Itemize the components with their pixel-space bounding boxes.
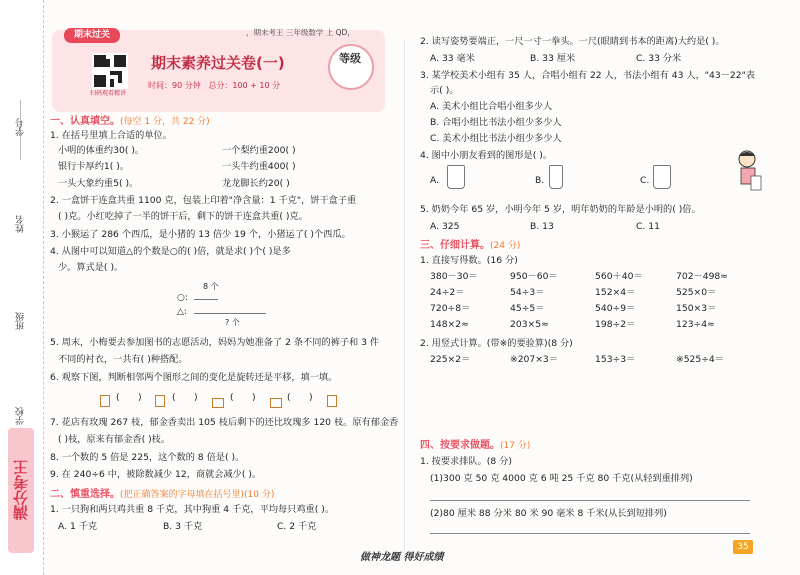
- school-label: 学校: [16, 407, 26, 425]
- calc-item: 950－60＝: [510, 271, 558, 282]
- s2-q1-option-c: C. 2 千克: [277, 521, 317, 532]
- answer-line-1[interactable]: [430, 500, 750, 501]
- calc-item: 45÷5＝: [510, 303, 545, 314]
- q4-top-label: 8 个: [203, 282, 219, 291]
- r-q2-option-a: A. 33 毫米: [430, 53, 475, 64]
- name-label: 姓名: [16, 215, 26, 233]
- time-text: 时间：90 分钟: [148, 81, 201, 90]
- section-4-title: [420, 440, 530, 452]
- class-label: 班级: [16, 312, 26, 330]
- r-q5-option-a: A. 325: [430, 221, 460, 232]
- section-2-hint: (把正确答案的字母填在括号里)(10 分): [120, 490, 275, 500]
- q2-line-2: ( )克。小红吃掉了一半的饼干后，剩下的饼干连盒共重( )克。: [58, 211, 308, 222]
- r-q4-option-c: C.: [640, 175, 650, 186]
- s2-q1-text: 1. 一只狗和两只鸡共重 8 千克，其中狗重 4 千克，平均每只鸡重( )。: [50, 504, 335, 515]
- section-3-text: 三、仔细计算。: [420, 240, 490, 251]
- q5-line-1: 5. 周末，小梅要去参加图书的志愿活动，妈妈为她准备了 2 条不同的裤子和 3 件: [50, 337, 380, 348]
- time-meta: [148, 80, 280, 91]
- vcalc-4: ※525÷4＝: [676, 354, 724, 365]
- q6-blank-2: ( ): [172, 392, 198, 403]
- calc-item: 702－498≈: [676, 271, 728, 282]
- q1-stem: 1. 在括号里填上合适的单位。: [50, 130, 172, 141]
- r-q3-option-a: A. 美术小组比合唱小组多少人: [430, 101, 553, 112]
- r-q2-option-b: B. 33 厘米: [530, 53, 576, 64]
- q6-blank-3: ( ): [230, 392, 256, 403]
- page-title: 期末素养过关卷(一): [151, 54, 285, 72]
- footer-slogan: 做神龙题 得好成绩: [360, 552, 444, 563]
- r-q4-option-b: B.: [535, 175, 545, 186]
- r-q3-line-1: 3. 某学校美术小组有 35 人，合唱小组有 22 人，书法小组有 43 人，"43－22"表: [420, 70, 755, 81]
- section-4-text: 四、按要求做题。: [420, 440, 500, 451]
- r-q5-option-c: C. 11: [636, 221, 660, 232]
- flag-shape-3: [212, 398, 224, 408]
- q4-line-2: 少。算式是( )。: [58, 262, 124, 273]
- r-q4-text: 4. 图中小朋友看到的图形是( )。: [420, 150, 553, 161]
- mug-shape-b: [549, 165, 563, 189]
- section-3-title: [420, 240, 520, 252]
- page-number: 35: [733, 540, 753, 554]
- q1-item-f: 龙龙脚长约20( ): [222, 178, 290, 189]
- binding-margin: [0, 0, 44, 575]
- student-id-label: 学号: [16, 118, 26, 136]
- q7-line-2: ( )枝，原来有郁金香( )枝。: [58, 434, 171, 445]
- section-2-text: 二、慎重选择。: [50, 489, 120, 500]
- r-q5-text: 5. 奶奶今年 65 岁，小明今年 5 岁，明年奶奶的年龄是小明的( )倍。: [420, 204, 701, 215]
- r-q5-option-b: B. 13: [530, 221, 554, 232]
- flag-shape-4: [270, 398, 282, 408]
- section-3-hint: (24 分): [490, 241, 521, 251]
- q5-line-2: 不同的衬衣，一共有( )种搭配。: [58, 354, 188, 365]
- vcalc-3: 153÷3＝: [595, 354, 636, 365]
- r-q2-option-c: C. 33 分米: [636, 53, 682, 64]
- child-figure-icon: [733, 148, 765, 196]
- sort-title: 1. 按要求排队。(8 分): [420, 456, 512, 467]
- section-1-hint: (每空 1 分，共 22 分): [120, 117, 210, 127]
- answer-line-2[interactable]: [430, 533, 750, 534]
- q1-item-a: 小明的体重约30( )。: [58, 145, 145, 156]
- calc-item: 540÷9＝: [595, 303, 636, 314]
- sort-item-2: (2)80 厘米 88 分米 80 米 90 毫米 8 千米(从长到短排列): [430, 508, 667, 519]
- section-1-text: 一、认真填空。: [50, 116, 120, 127]
- r-q3-option-b: B. 合唱小组比书法小组少多少人: [430, 117, 562, 128]
- calc-item: 152×4＝: [595, 287, 636, 298]
- q6-blank-1: ( ): [116, 392, 142, 403]
- flag-shape-5: [327, 395, 337, 407]
- section-2-title: [50, 489, 274, 501]
- flag-shape-1: [100, 395, 110, 407]
- top-right-caption: ，期末考王 三年级数学 上 QD，: [246, 28, 355, 37]
- r-q2-text: 2. 读写姿势要端正，一尺一寸一拳头。一尺(眼睛到书本的距离)大约是( )。: [420, 36, 725, 47]
- vcalc-2: ※207×3＝: [510, 354, 558, 365]
- q6-blank-4: ( ): [287, 392, 313, 403]
- circle-bar: [194, 299, 218, 300]
- calc-item: 720÷8＝: [430, 303, 471, 314]
- calc-item: 150×3＝: [676, 303, 717, 314]
- r-q3-line-2: 示( )。: [430, 85, 459, 96]
- calc-item: 54÷3＝: [510, 287, 545, 298]
- qr-code: [92, 53, 128, 89]
- q1-item-b: 一个梨约重200( ): [222, 145, 296, 156]
- s2-q1-option-b: B. 3 千克: [163, 521, 203, 532]
- q6-text: 6. 观察下图，判断相邻两个图形之间的变化是旋转还是平移，填一填。: [50, 372, 338, 383]
- vcalc-1: 225×2＝: [430, 354, 471, 365]
- q1-item-c: 银行卡厚约1( )。: [58, 161, 130, 172]
- q4-line-1: 4. 从图中可以知道△的个数是○的( )倍，就是求( )个( )是多: [50, 246, 291, 257]
- column-divider: [404, 40, 405, 560]
- calc-item: 24÷2＝: [430, 287, 465, 298]
- score-text: 总分：100 + 10 分: [208, 81, 281, 90]
- grade-label: 等级: [339, 52, 361, 65]
- triangle-bar: [194, 313, 266, 314]
- final-tag: 期末过关: [64, 28, 120, 43]
- calc-item: 560＋40＝: [595, 271, 643, 282]
- q9-text: 9. 在 240÷6 中，被除数减少 12，商就会减少( )。: [50, 469, 262, 480]
- calc-2-title: 2. 用竖式计算。(带※的要验算)(8 分): [420, 338, 573, 349]
- s2-q1-option-a: A. 1 千克: [58, 521, 98, 532]
- calc-item: 380－30＝: [430, 271, 478, 282]
- q4-bottom-label: ? 个: [225, 318, 240, 327]
- calc-item: 525×0＝: [676, 287, 717, 298]
- calc-item: 148×2≈: [430, 319, 469, 330]
- calc-item: 123÷4≈: [676, 319, 715, 330]
- triangle-symbol: △:: [177, 307, 187, 317]
- flag-shape-2: [155, 395, 165, 407]
- r-q4-option-a: A.: [430, 175, 440, 186]
- calc-item: 203×5≈: [510, 319, 549, 330]
- calc-1-title: 1. 直接写得数。(16 分): [420, 255, 518, 266]
- r-q3-option-c: C. 美术小组比书法小组少多少人: [430, 133, 562, 144]
- qr-caption: 扫码观看精讲: [90, 90, 127, 97]
- q3-text: 3. 小猴运了 286 个西瓜，是小猪的 13 倍少 19 个，小猪运了( )个西瓜。: [50, 229, 351, 240]
- sort-item-1: (1)300 克 50 克 4000 克 6 吨 25 千克 80 千克(从轻到重排列): [430, 473, 693, 484]
- qr-icon: [94, 55, 126, 87]
- q1-item-d: 一头牛约重400( ): [222, 161, 296, 172]
- q1-item-e: 一头大象约重5( )。: [58, 178, 139, 189]
- circle-symbol: ○:: [177, 293, 188, 303]
- calc-item: 198÷2＝: [595, 319, 636, 330]
- q7-line-1: 7. 花店有玫瑰 267 枝，郁金香卖出 105 枝后剩下的还比玫瑰多 120 枝。原有郁金香: [50, 417, 399, 428]
- q8-text: 8. 一个数的 5 倍是 225，这个数的 8 倍是( )。: [50, 452, 245, 463]
- q2-line-1: 2. 一盒饼干连盒共重 1100 克，包装上印着"净含量：1 千克"，饼干盒子重: [50, 195, 357, 206]
- mug-shape-c: [653, 165, 671, 189]
- brand-logo: 满分考王: [8, 428, 34, 553]
- section-4-hint: (17 分): [500, 441, 531, 451]
- section-1-title: [50, 116, 210, 128]
- mug-shape-a: [447, 165, 465, 189]
